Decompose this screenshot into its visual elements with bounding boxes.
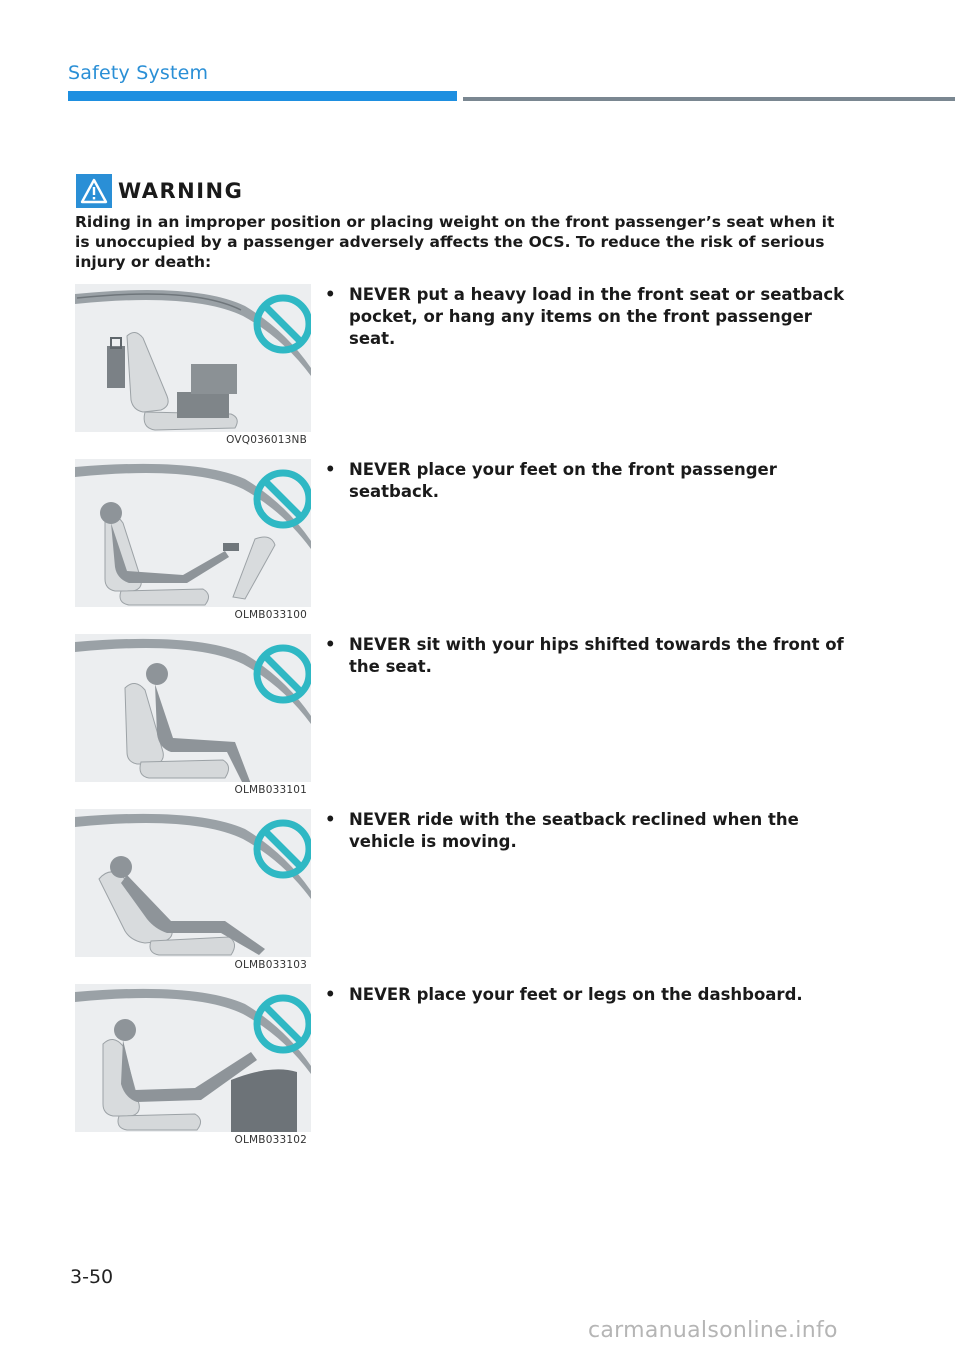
warning-item <box>75 634 855 799</box>
warning-label: WARNING <box>118 179 244 203</box>
illustration-heavy-load <box>75 284 311 432</box>
bullet-text: • NEVER put a heavy load in the front seat or seatback pocket, or hang any items on the front passenger seat. <box>325 285 845 348</box>
header-accent-bar <box>68 91 457 101</box>
warning-item <box>75 809 855 974</box>
illustration-hips-forward <box>75 634 311 782</box>
warning-heading <box>76 174 243 208</box>
warning-item <box>75 459 855 624</box>
bullet-text: • NEVER place your feet or legs on the dashboard. <box>325 985 803 1004</box>
header-divider <box>463 97 955 101</box>
warning-item <box>75 284 855 449</box>
warning-item <box>75 984 855 1149</box>
figure-code: OLMB033103 <box>234 959 307 971</box>
illustration-feet-on-dashboard <box>75 984 311 1132</box>
page-number: 3-50 <box>70 1266 114 1288</box>
figure-code: OLMB033102 <box>234 1134 307 1146</box>
section-title: Safety System <box>68 62 209 84</box>
watermark-link[interactable]: carmanualsonline.info <box>588 1318 838 1343</box>
figure-code: OVQ036013NB <box>226 434 307 446</box>
bullet-text: • NEVER place your feet on the front passenger seatback. <box>325 460 777 501</box>
bullet-text: • NEVER sit with your hips shifted towards the front of the seat. <box>325 635 844 676</box>
figure-code: OLMB033101 <box>234 784 307 796</box>
figure-code: OLMB033100 <box>234 609 307 621</box>
bullet-text: • NEVER ride with the seatback reclined when the vehicle is moving. <box>325 810 799 851</box>
warning-triangle-icon <box>76 174 112 208</box>
illustration-reclined-seatback <box>75 809 311 957</box>
illustration-feet-on-seatback <box>75 459 311 607</box>
warning-intro: Riding in an improper position or placing weight on the front passenger’s seat when it is unoccupied by a passenger adversely affects the OCS. To reduce the risk of serious injury or death: <box>75 213 835 271</box>
